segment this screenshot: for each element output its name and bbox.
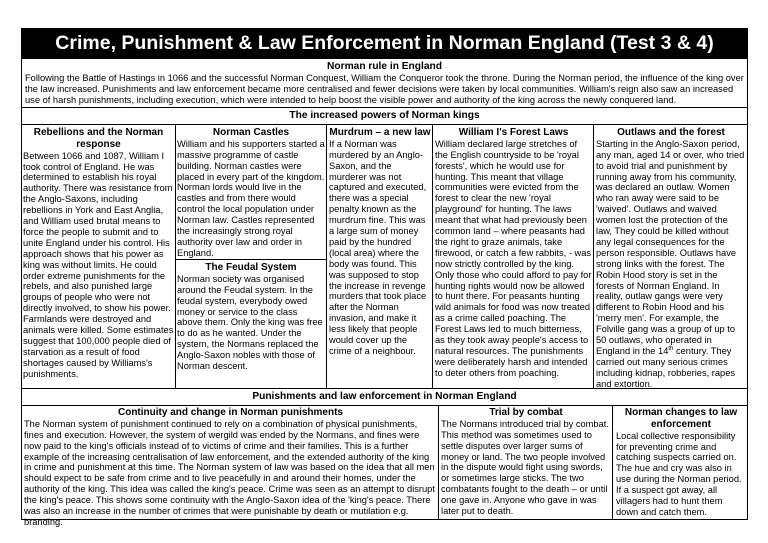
murdrum-column bbox=[329, 127, 431, 387]
changes-column bbox=[616, 407, 746, 518]
divider bbox=[326, 124, 327, 389]
divider bbox=[438, 405, 439, 520]
divider bbox=[175, 124, 176, 389]
ordinal-suffix: th bbox=[668, 345, 674, 352]
divider bbox=[432, 124, 433, 389]
forest-laws-heading: William I's Forest Laws bbox=[458, 127, 569, 138]
feudal-text: Norman society was organised around the Feudal system. In the feudal system, everybody owed money or service to the class above them. Only the king was free to do as he wanted. Under the system, the Normans replaced the Anglo-Saxon nobles with those of Norman descent. bbox=[177, 273, 323, 372]
forest-laws-text: William declared large stretches of the English countryside to be 'royal forests', which he would use for hunting. This meant that village communities were evicted from the forest to clear the new 'royal playground' for hunting. The laws meant that what had previously been common land – where peasants had the right to graze animals, take firewood, or catch a few rabbits, - was now strictly controlled by the king. Only those who could afford to pay for hunting rights would now be allowed to hunt there. For peasants hunting wild animals for food was now treated as a crime called poaching. The Forest Laws led to much bitterness, as they took away people's access to natural resources. The punishments were deliberately harsh and intended to deter others from poaching. bbox=[435, 138, 592, 378]
outlaws-column bbox=[596, 127, 746, 387]
outlaws-heading: Outlaws and the forest bbox=[617, 127, 725, 138]
castles-text: William and his supporters started a massive programme of castle building. Norman castles were placed in every part of the kingdom. Norman lords would live in the castles and from there would control the local population under Norman law. Castles represented the increasingly strong royal authority over law and order in England. bbox=[177, 138, 325, 258]
powers-heading-bar bbox=[21, 107, 748, 125]
feudal-heading: The Feudal System bbox=[205, 262, 297, 273]
continuity-text: The Norman system of punishment continued to rely on a combination of physical punishments, fines and execution. However, the system of wergild was ended by the Normans, and fines were now paid to the king's officials instead of to victims of crime and their families. This is a further example of the increasing centralisation of law enforcement, and the extended authority of the king in crime and punishment at this time. The Norman system of law was based on the idea that all men should expect to be safe from crime and to live peacefully in and around their homes, under the authority of the king. This idea was called the king's peace. Crime was seen as an attempt to disrupt the king's peace. This shows some continuity with the Anglo-Saxon idea of the 'king's peace. There was also an increase in the number of crimes that were punishable by death or mutilation e.g. branding. bbox=[24, 418, 435, 527]
powers-heading: The increased powers of Norman kings bbox=[289, 110, 480, 121]
combat-heading: Trial by combat bbox=[489, 407, 563, 418]
outlaws-text-end: century. They carried out many serious crimes including kidnap, robberies, rapes and extortion. bbox=[596, 346, 736, 389]
norman-rule-section bbox=[21, 58, 748, 108]
rebellions-column bbox=[23, 127, 174, 387]
combat-text: The Normans introduced trial by combat. This method was sometimes used to settle disputes over larger sums of money or land. The two people involved in the dispute would fight using swords, or sometimes large sticks. The two combatants fought to the death – or until one gave in. Anyone who gave in was later put to death. bbox=[441, 418, 609, 517]
changes-heading: Norman changes to law enforcement bbox=[624, 407, 738, 430]
enforcement-heading: Punishments and law enforcement in Norman England bbox=[252, 391, 517, 402]
rebellions-heading: Rebellions and the Norman response bbox=[33, 127, 164, 150]
divider bbox=[593, 124, 594, 389]
divider bbox=[612, 405, 613, 520]
rebellions-text: Between 1066 and 1087, William I took control of England. He was determined to establish his royal authority. There was resistance from the Anglo-Saxons, including rebellions in York and East Anglia, and William used brutal means to force the people to submit and to unite England under his control. His approach shows that his power as king was without limits. He could order extreme punishments for the rebels, and also punished large groups of people who were not directly involved, to show his power. Farmlands were destroyed and animals were killed. Some estimates suggest that 100,000 people died of starvation as a result of food shortages caused by Williams's punishments. bbox=[23, 150, 174, 379]
enforcement-heading-bar bbox=[21, 388, 748, 406]
murdrum-text: If a Norman was murdered by an Anglo-Saxon, and the murderer was not captured and executed, there was a special penalty known as the murdrum fine. This was a large sum of money paid by the hundred (local area) where the body was found. This was supposed to stop the increase in revenge murders that took place after the Norman invasion, and make it less likely that people would cover up the crime of a neighbour. bbox=[329, 138, 427, 357]
castles-column bbox=[177, 127, 325, 258]
norman-rule-text: Following the Battle of Hastings in 1066 and the successful Norman Conquest, William the Conqueror took the throne. During the Norman period, the influence of the king over the law increased. Punishments and law enforcement became more centralised and fewer decisions were taken by local communities. William's reign also saw an increased use of harsh punishments, including execution, which were intended to help boost the visible power and authority of the king across the newly conquered land. bbox=[25, 73, 744, 105]
murdrum-heading: Murdrum – a new law bbox=[329, 127, 431, 138]
continuity-column bbox=[24, 407, 437, 527]
combat-column bbox=[441, 407, 611, 518]
castles-heading: Norman Castles bbox=[212, 127, 290, 138]
outlaws-text-main: Starting in the Anglo-Saxon period, any man, aged 14 or over, who tried to avoid trial and punishment by running away from his community, was declared an outlaw. Women who ran away were said to be 'waived'. Outlaws and waived women lost the protection of the law, They could be killed without any legal consequences for the person responsible. Outlaws have strong links with the forest. The Robin Hood story is set in the forests of Norman England. In reality, outlaw gangs were very different to Robin Hood and his 'merry men'. For example, the Folville gang was a group of up to 50 outlaws, who operated in England in the 14 bbox=[596, 138, 745, 357]
page-title: Crime, Punishment & Law Enforcement in Norman England (Test 3 & 4) bbox=[21, 28, 748, 58]
outlaws-text bbox=[596, 139, 746, 390]
feudal-column bbox=[177, 262, 325, 387]
norman-rule-heading: Norman rule in England bbox=[327, 61, 442, 72]
changes-text: Local collective responsibility for preventing crime and catching suspects carried on. The hue and cry was also in use during the Norman period. If a suspect got away, all villagers had to hunt them down and catch them. bbox=[616, 430, 742, 517]
continuity-heading: Continuity and change in Norman punishments bbox=[117, 407, 343, 418]
divider bbox=[175, 259, 326, 260]
forest-laws-column bbox=[435, 127, 592, 387]
